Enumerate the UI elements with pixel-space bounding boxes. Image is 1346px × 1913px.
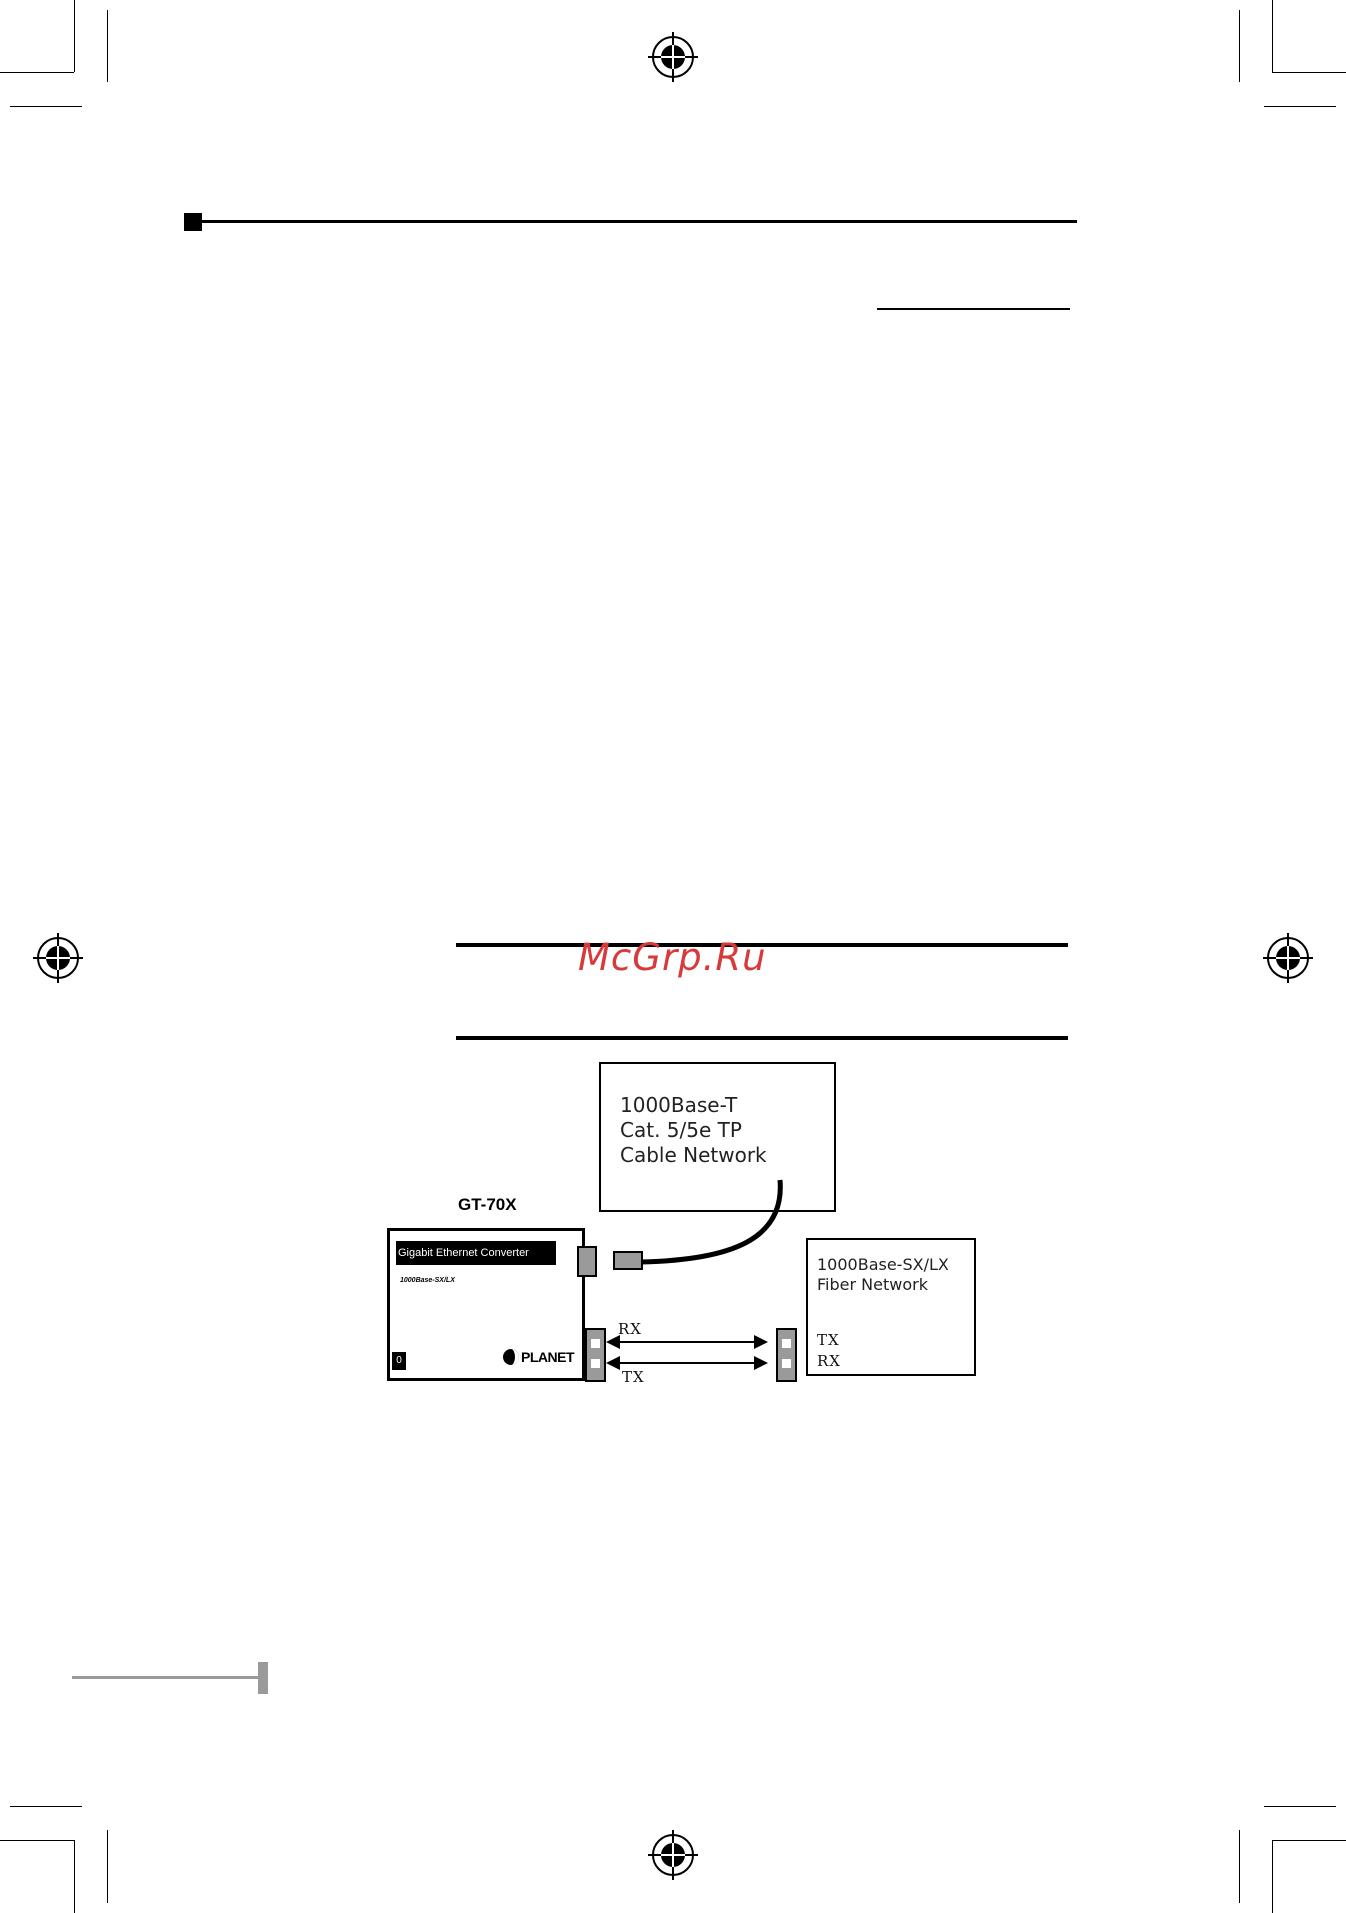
device-fiber-port: [585, 1328, 606, 1382]
crop-mark-top-left-v2: [107, 10, 108, 82]
brand-name: PLANET: [521, 1349, 574, 1365]
footer-rule: [72, 1676, 260, 1679]
remote-tx-label: TX: [817, 1331, 840, 1349]
crop-mark-bottom-left-h: [0, 1840, 74, 1841]
crop-mark-bottom-right-v2: [1239, 1830, 1240, 1903]
remote-rx-label: RX: [817, 1352, 841, 1370]
device-banner: Gigabit Ethernet Converter: [396, 1241, 556, 1265]
fiber-line-2: Fiber Network: [817, 1275, 928, 1294]
crop-mark-top-right-v2: [1239, 10, 1240, 82]
crop-mark-top-left-h2: [10, 106, 82, 107]
short-rule: [877, 308, 1070, 310]
crop-mark-bottom-right-h: [1272, 1840, 1346, 1841]
crop-mark-top-right-h2: [1264, 106, 1336, 107]
crop-mark-top-right-v: [1272, 0, 1273, 72]
crop-mark-top-right-h: [1272, 72, 1346, 73]
tp-line-2: Cat. 5/5e TP: [620, 1118, 742, 1142]
registration-target-icon: [1263, 933, 1313, 983]
fiber-network-box: [806, 1238, 976, 1376]
crop-mark-top-left-v: [74, 0, 75, 72]
registration-target-icon: [648, 1830, 698, 1880]
figure-rule-bottom: [456, 1036, 1068, 1040]
header-rule: [200, 220, 1077, 223]
remote-fiber-port: [776, 1328, 797, 1382]
watermark: McGrp.Ru: [578, 936, 767, 979]
crop-mark-bottom-right-v: [1272, 1840, 1273, 1913]
crop-mark-bottom-left-v: [74, 1840, 75, 1913]
fiber-network-label: [817, 1255, 949, 1295]
crop-mark-bottom-left-h2: [10, 1806, 82, 1807]
footer-tab: [258, 1662, 268, 1694]
crop-mark-bottom-right-h2: [1264, 1806, 1336, 1807]
tp-line-1: 1000Base-T: [620, 1093, 738, 1117]
crop-mark-top-left-h: [0, 72, 74, 73]
device-model-label: GT-70X: [458, 1195, 517, 1214]
fiber-line-1: 1000Base-SX/LX: [817, 1255, 949, 1274]
device-rx-label: RX: [618, 1320, 642, 1338]
registration-target-icon: [33, 933, 83, 983]
device-tx-label: TX: [622, 1368, 645, 1386]
power-icon: 0: [392, 1352, 406, 1370]
tp-line-3: Cable Network: [620, 1143, 767, 1167]
device-subtext: 1000Base-SX/LX: [400, 1277, 455, 1284]
network-diagram: [380, 1055, 980, 1390]
registration-target-icon: [648, 32, 698, 82]
crop-mark-bottom-left-v2: [107, 1830, 108, 1903]
